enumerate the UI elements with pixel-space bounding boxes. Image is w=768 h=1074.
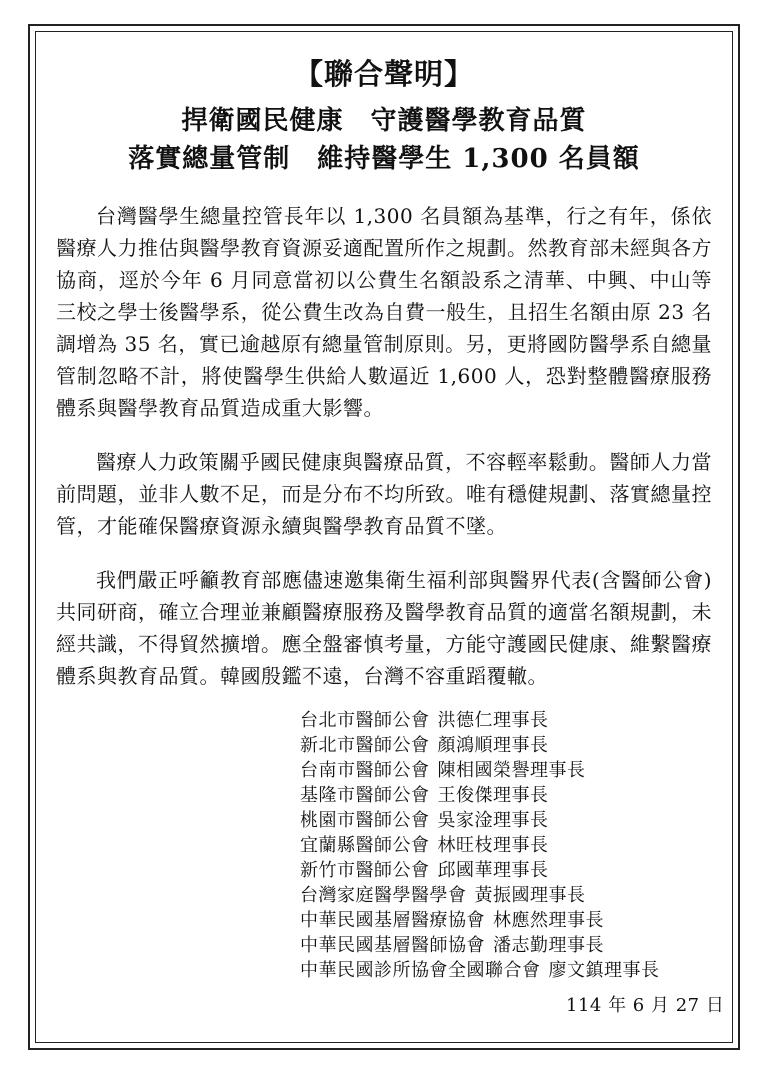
signatory-row — [300, 883, 740, 908]
signatory-row — [300, 858, 740, 883]
signatory-person: 林應然理事長 — [493, 910, 604, 931]
signatory-row — [300, 908, 740, 933]
signatory-org: 台灣家庭醫學醫學會 — [300, 885, 467, 906]
signatory-row — [300, 933, 740, 958]
signatory-row — [300, 808, 740, 833]
signatory-person: 邱國華理事長 — [437, 860, 549, 881]
statement-body — [56, 200, 712, 692]
signatory-list — [300, 708, 740, 983]
signatory-org: 中華民國診所協會全國聯合會 — [300, 960, 541, 981]
signatory-org: 新竹市醫師公會 — [300, 860, 430, 881]
signatory-row — [300, 958, 740, 983]
statement-date: 114 年 6 月 27 日 — [566, 995, 725, 1016]
signatory-org: 基隆市醫師公會 — [300, 785, 430, 806]
signatory-org: 桃園市醫師公會 — [300, 810, 430, 831]
paragraph-2: 醫療人力政策關乎國民健康與醫療品質，不容輕率鬆動。醫師人力當前問題，並非人數不足，而是分布不均所致。唯有穩健規劃、落實總量控管，才能確保醫療資源永續與醫學教育品質不墜。 — [56, 450, 712, 538]
signatory-row — [300, 708, 740, 733]
signatory-row — [300, 733, 740, 758]
paragraph-1: 台灣醫學生總量控管長年以 1,300 名員額為基準，行之有年，係依醫療人力推估與醫學教育資源妥適配置所作之規劃。然教育部未經與各方協商，逕於今年 6 月同意當初以公費生名額設系之清華、中興、中山等三校之學士後醫學系，從公費生改為自費一般生，且招生名額由原 23 名調增為 35 名，實已逾越原有總量管制原則。另，更將國防醫學系自總量管制忽略不計，將使醫學生供給人數逼近 1,600 人，恐對整體醫療服務體系與醫學教育品質造成重大影響。 — [56, 204, 712, 420]
statement-content — [56, 44, 712, 714]
signatory-person: 洪德仁理事長 — [437, 710, 549, 731]
signatory-person: 潘志勤理事長 — [493, 935, 604, 956]
subtitle-line-2: 落實總量管制 維持醫學生 1,300 名員額 — [128, 144, 640, 174]
signatory-person: 廖文鎮理事長 — [548, 960, 660, 981]
signatory-person: 陳相國榮譽理事長 — [437, 760, 586, 781]
signatory-row — [300, 758, 740, 783]
paragraph-3: 我們嚴正呼籲教育部應儘速邀集衛生福利部與醫界代表(含醫師公會)共同研商，確立合理並兼顧醫療服務及醫學教育品質的適當名額規劃，未經共識，不得貿然擴增。應全盤審慎考量，方能守護國民健康、維繫醫療體系與教育品質。韓國殷鑑不遠，台灣不容重蹈覆轍。 — [56, 568, 712, 688]
signatory-person: 黃振國理事長 — [474, 885, 586, 906]
signatory-person: 顏鴻順理事長 — [437, 735, 549, 756]
signatory-org: 中華民國基層醫師協會 — [300, 935, 485, 956]
signatory-row — [300, 833, 740, 858]
signatory-org: 新北市醫師公會 — [300, 735, 430, 756]
signatory-org: 台北市醫師公會 — [300, 710, 430, 731]
subtitle-line-1: 捍衛國民健康 守護醫學教育品質 — [181, 106, 587, 136]
document-title: 【聯合聲明】 — [293, 57, 474, 91]
signatory-person: 林旺枝理事長 — [437, 835, 549, 856]
signatory-person: 吳家淦理事長 — [437, 810, 549, 831]
signatory-org: 台南市醫師公會 — [300, 760, 430, 781]
signatory-org: 宜蘭縣醫師公會 — [300, 835, 430, 856]
signatory-row — [300, 783, 740, 808]
signatory-org: 中華民國基層醫療協會 — [300, 910, 485, 931]
signatory-person: 王俊傑理事長 — [437, 785, 549, 806]
